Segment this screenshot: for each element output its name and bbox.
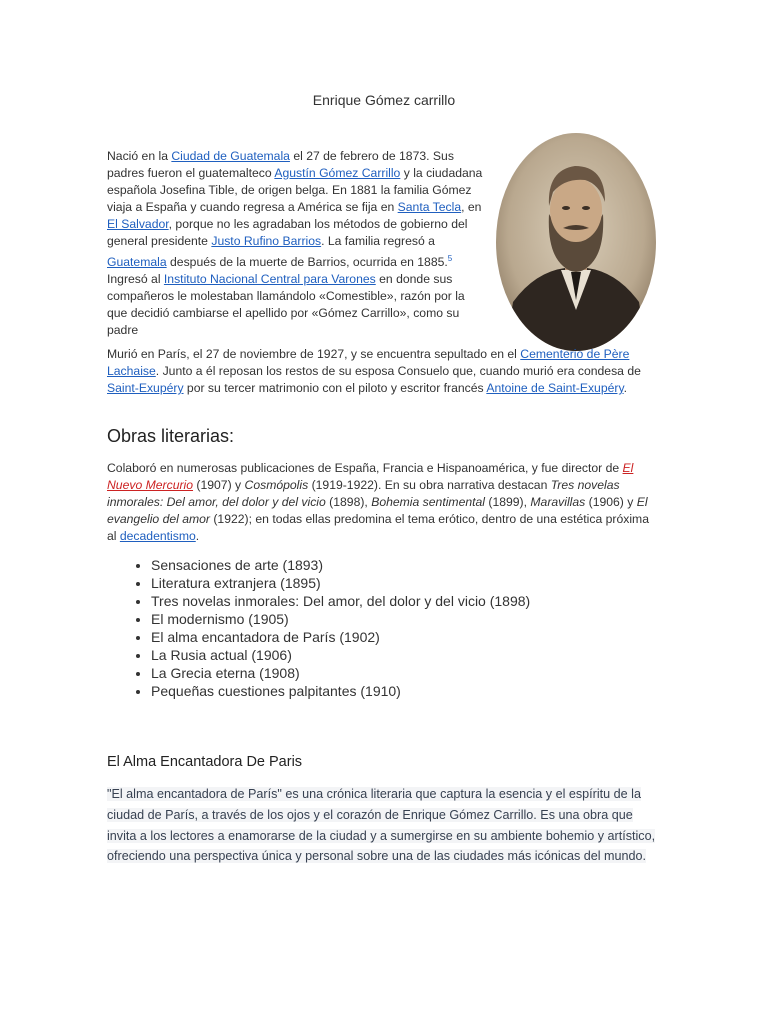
death-paragraph: Murió en París, el 27 de noviembre de 1927, y se encuentra sepultado en el Cementerio de Père Lachaise. Junto a él reposan los restos de su esposa Consuelo que, cuando murió era condesa de Saint-Exupéry por su tercer matrimonio con el piloto y escritor francés Antoine de Saint-Exupéry. (107, 347, 641, 395)
link-el-nuevo-mercurio[interactable]: El Nuevo Mercurio (107, 461, 634, 492)
link-santa-tecla[interactable]: Santa Tecla (397, 200, 462, 214)
list-item: • Tres novelas inmorales: Del amor, del dolor y del vicio (1898) (151, 592, 530, 610)
link-pere-lachaise[interactable]: Cementerio de Père Lachaise (107, 347, 630, 378)
link-instituto-nacional[interactable]: Instituto Nacional Central para Varones (163, 272, 376, 287)
works-heading: Obras literarias: (107, 426, 235, 446)
list-item: • El alma encantadora de París (1902) (151, 628, 530, 646)
link-decadentismo[interactable]: decadentismo (119, 529, 196, 543)
works-paragraph: Colaboró en numerosas publicaciones de España, Francia e Hispanoamérica, y fue director de El Nuevo Mercurio (1907) y Cosmópolis (1919-1922). En su obra narrativa destacan Tres novelas inmorales: Del amor, del dolor y del vicio (1898), Bohemia sentimental (1899), Maravillas (1906) y El evangelio del amor (1922); en todas ellas predomina el tema erótico, dentro de una estética próxima al decadentismo. (107, 461, 649, 543)
list-item: • La Grecia eterna (1908) (151, 664, 530, 682)
link-ciudad-de-guatemala[interactable]: Ciudad de Guatemala (171, 149, 290, 163)
link-agustin-gomez-carrillo[interactable]: Agustín Gómez Carrillo (274, 166, 401, 180)
list-item: • Literatura extranjera (1895) (151, 574, 530, 592)
link-el-salvador[interactable]: El Salvador (107, 217, 169, 231)
footnote-ref[interactable]: 5 (447, 254, 453, 263)
link-justo-rufino-barrios[interactable]: Justo Rufino Barrios (211, 234, 322, 248)
link-saint-exupery[interactable]: Saint-Exupéry (107, 381, 184, 395)
list-item: • La Rusia actual (1906) (151, 646, 530, 664)
page-title: Enrique Gómez carrillo (312, 92, 456, 108)
list-item: • El modernismo (1905) (151, 610, 530, 628)
list-item: • Pequeñas cuestiones palpitantes (1910) (151, 682, 530, 700)
link-guatemala[interactable]: Guatemala (107, 255, 167, 270)
alma-heading: El Alma Encantadora De Paris (107, 754, 303, 770)
alma-paragraph (107, 784, 663, 867)
alma-text: "El alma encantadora de París" es una crónica literaria que captura la esencia y el espíritu de la ciudad de París, a través de los ojos y el corazón de Enrique Gómez Carrillo. Es una obra que invita a los lectores a enamorarse de la ciudad y a sumergirse en su ambiente bohemio y artístico, ofreciendo una perspectiva única y personal sobre una de las ciudades más icónicas del mundo. (107, 787, 656, 864)
list-item: • Sensaciones de arte (1893) (151, 556, 530, 574)
biography-paragraph: Nació en la Ciudad de Guatemala el 27 de febrero de 1873. Sus padres fueron el guatemalteco Agustín Gómez Carrillo y la ciudadana española Josefina Tible, de origen belga. En 1881 la familia Gómez viaja a España y cuando regresa a América se fija en Santa Tecla, en El Salvador, porque no les agradaban los métodos de gobierno del general presidente Justo Rufino Barrios. La familia regresó a Guatemala después de la muerte de Barrios, ocurrida en 1885.$^5$ Ingresó al Instituto Nacional Central para Varones en donde sus compañeros le molestaban llamándolo «Comestible», razón por la que decidió cambiarse el apellido por «Gómez Carrillo», como su padre (107, 149, 483, 338)
link-antoine-de-saint-exupery[interactable]: Antoine de Saint-Exupéry (486, 381, 624, 395)
portrait-image (495, 132, 657, 352)
works-list (107, 556, 530, 700)
